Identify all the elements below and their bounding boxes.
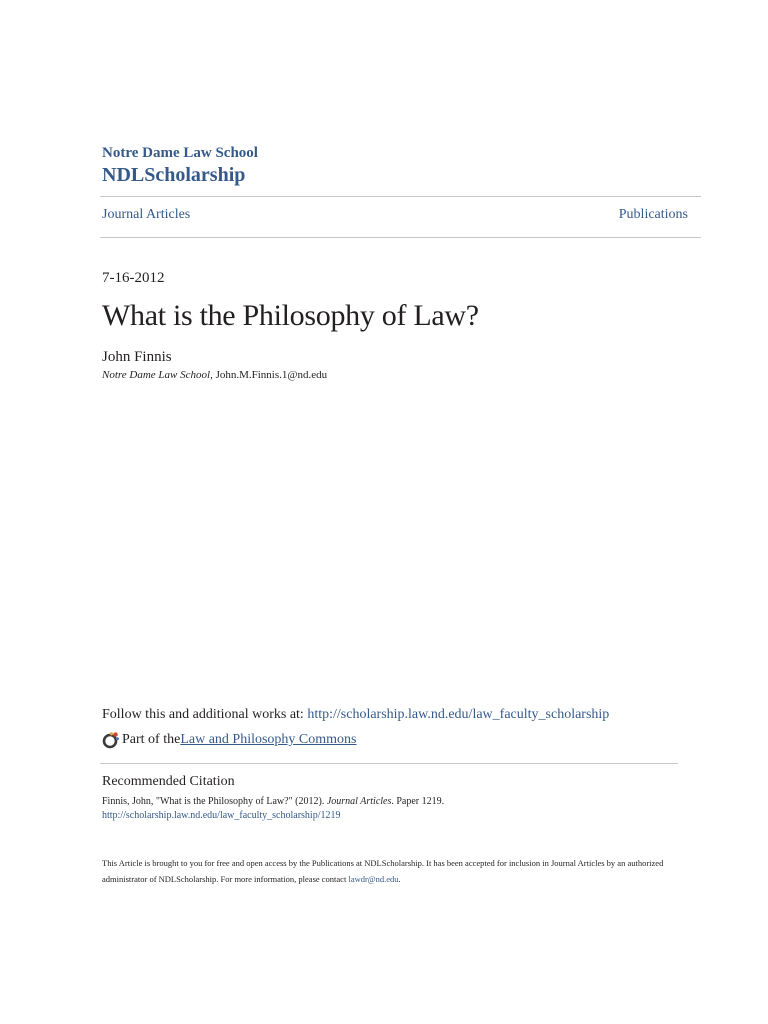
publications-link[interactable]: Publications (618, 207, 688, 222)
top-divider (100, 196, 701, 197)
faculty-scholarship-link[interactable]: http://scholarship.law.nd.edu/law_faculty_scholarship (307, 707, 610, 722)
citation-text-after: . Paper 1219. (391, 796, 445, 807)
journal-articles-link[interactable]: Journal Articles (102, 207, 191, 222)
repository-name: NDLScholarship (102, 164, 246, 186)
part-of-label: Part of the (122, 732, 181, 747)
follow-label: Follow this and additional works at: (102, 707, 308, 722)
law-philosophy-commons-link[interactable]: Law and Philosophy Commons (180, 732, 357, 747)
article-title: What is the Philosophy of Law? (102, 299, 479, 332)
access-notice (102, 855, 682, 887)
author-name: John Finnis (102, 349, 172, 365)
author-email: , John.M.Finnis.1@nd.edu (210, 369, 328, 381)
publication-date: 7-16-2012 (102, 270, 165, 286)
citation-heading: Recommended Citation (102, 774, 235, 789)
citation-text-before: Finnis, John, "What is the Philosophy of Law?" (2012). (102, 796, 327, 807)
contact-email-link[interactable]: lawdr@nd.edu (348, 874, 399, 884)
repository-header (102, 145, 258, 187)
citation-divider (100, 763, 678, 764)
school-name: Notre Dame Law School (102, 145, 258, 161)
part-of-line (102, 731, 357, 749)
commons-network-icon (102, 731, 120, 749)
nav-divider (100, 237, 701, 238)
citation-journal: Journal Articles (326, 796, 392, 807)
citation-url-link[interactable]: http://scholarship.law.nd.edu/law_faculty_scholarship/1219 (102, 810, 341, 821)
affiliation-name: Notre Dame Law School (102, 369, 211, 381)
follow-line (102, 707, 609, 723)
author-affiliation (102, 369, 327, 381)
notice-text: This Article is brought to you for free and open access by the Publications at NDLScholarship. It has been accepted for inclusion in Journal Articles by an authorized administrator of NDLScholarship. For more information, please contact (102, 858, 664, 884)
notice-end: . (398, 874, 401, 884)
citation-text (102, 796, 444, 807)
